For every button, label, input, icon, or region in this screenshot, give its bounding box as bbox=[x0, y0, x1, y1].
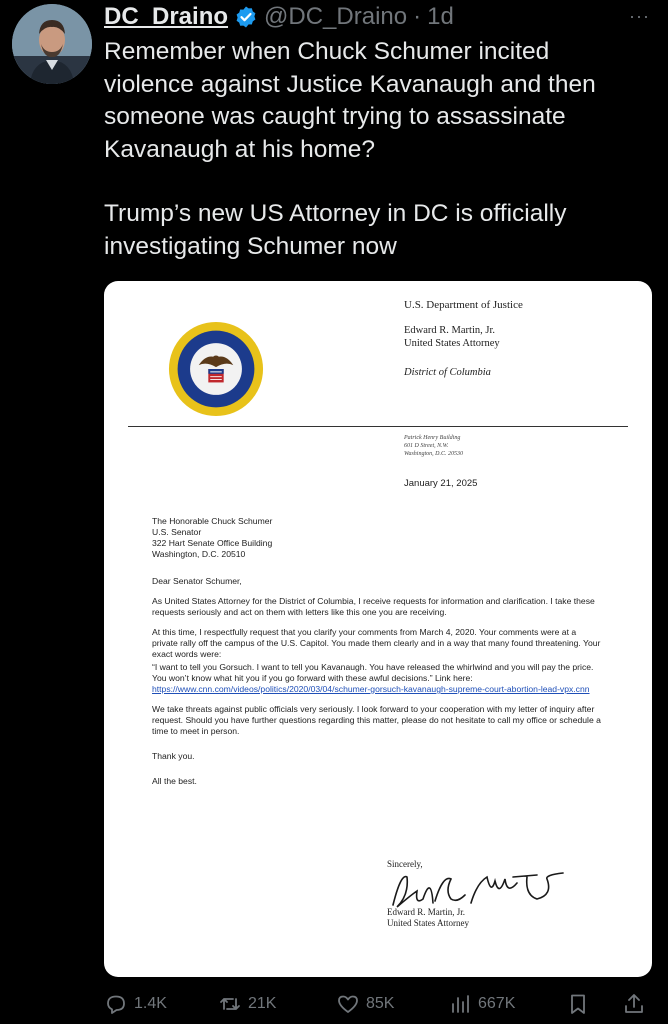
user-handle[interactable]: @DC_Draino bbox=[264, 3, 408, 30]
signer-name: Edward R. Martin, Jr. bbox=[387, 907, 465, 917]
doj-seal-icon bbox=[168, 321, 264, 417]
share-icon bbox=[622, 992, 646, 1016]
repost-button[interactable] bbox=[218, 992, 276, 1016]
sincerely-line: Sincerely, bbox=[387, 859, 423, 869]
letter-paragraph: As United States Attorney for the District of Columbia, I receive requests for information and clarification. I take these requests seriously and act on them with letters like this one you are receiving. bbox=[152, 596, 595, 617]
tweet-timestamp[interactable]: 1d bbox=[427, 3, 454, 30]
display-name[interactable]: DC_Draino bbox=[104, 3, 229, 30]
signer-title: United States Attorney bbox=[387, 918, 469, 928]
thanks-line: Thank you. bbox=[152, 751, 195, 761]
address-line: Patrick Henry Building bbox=[404, 435, 461, 441]
avatar[interactable] bbox=[12, 4, 92, 84]
verified-badge-icon bbox=[234, 5, 258, 29]
tweet-header bbox=[104, 2, 454, 32]
salutation: Dear Senator Schumer, bbox=[152, 576, 242, 586]
letter-paragraph: We take threats against public officials very seriously. I look forward to your cooperation with my letter of inquiry after request. Should you have further questions regarding this matter, please do not hesitate to call my office or schedule a time to meet in person. bbox=[152, 704, 601, 736]
separator-dot: · bbox=[413, 3, 422, 30]
video-link[interactable]: https://www.cnn.com/videos/politics/2020/03/04/schumer-gorsuch-kavanaugh-supreme-court-abortion-lead-vpx.cnn bbox=[152, 684, 590, 694]
like-button[interactable] bbox=[336, 992, 394, 1016]
letter-body bbox=[152, 516, 602, 796]
office-address bbox=[404, 434, 463, 458]
letter-paragraph: At this time, I respectfully request that you clarify your comments from March 4, 2020. Your comments were at a private rally off the campus of the U.S. Capitol. You made them clearly and in a way that many found threatening. Your exact words were: bbox=[152, 627, 601, 659]
tweet-paragraph: Trump’s new US Attorney in DC is officially investigating Schumer now bbox=[104, 200, 567, 260]
reply-count: 1.4K bbox=[134, 995, 167, 1012]
views-icon bbox=[448, 992, 472, 1016]
letter-quote bbox=[152, 662, 602, 695]
closing-line: All the best. bbox=[152, 776, 197, 786]
repost-count: 21K bbox=[248, 995, 277, 1012]
reply-icon bbox=[104, 992, 128, 1016]
tweet-text bbox=[104, 36, 644, 263]
share-button[interactable] bbox=[622, 992, 646, 1016]
reply-button[interactable] bbox=[104, 992, 167, 1016]
attorney-title: United States Attorney bbox=[404, 338, 500, 349]
letter-date: January 21, 2025 bbox=[404, 478, 478, 489]
signature-block bbox=[387, 859, 577, 929]
bookmark-button[interactable] bbox=[566, 992, 590, 1016]
bookmark-icon bbox=[566, 992, 590, 1016]
heart-icon bbox=[336, 992, 360, 1016]
repost-icon bbox=[218, 992, 242, 1016]
address-line: Washington, D.C. 20530 bbox=[404, 451, 463, 457]
views-button[interactable] bbox=[448, 992, 515, 1016]
quote-text: “I want to tell you Gorsuch. I want to tell you Kavanaugh. You have released the whirlwind and you will pay the price. You won’t know what hit you if you go forward with these awful decisions.” Link here: bbox=[152, 662, 594, 683]
district-name: District of Columbia bbox=[404, 367, 491, 378]
tweet-action-bar bbox=[100, 984, 656, 1024]
address-line: 601 D Street, N.W. bbox=[404, 443, 449, 449]
recipient-address bbox=[152, 516, 602, 560]
views-count: 667K bbox=[478, 995, 516, 1012]
recipient-line: The Honorable Chuck Schumer bbox=[152, 516, 273, 526]
attached-letter-image[interactable] bbox=[104, 281, 652, 977]
recipient-line: U.S. Senator bbox=[152, 527, 202, 537]
like-count: 85K bbox=[366, 995, 395, 1012]
doj-letterhead bbox=[404, 299, 523, 379]
letterhead-divider bbox=[128, 426, 628, 427]
tweet-paragraph: Remember when Chuck Schumer incited violence against Justice Kavanaugh and then someone was caught trying to assassinate Kavanaugh at his home? bbox=[104, 38, 596, 163]
department-name: U.S. Department of Justice bbox=[404, 299, 523, 311]
more-options-icon[interactable]: ··· bbox=[629, 6, 650, 26]
avatar-photo bbox=[12, 4, 92, 84]
recipient-line: 322 Hart Senate Office Building bbox=[152, 538, 273, 548]
recipient-line: Washington, D.C. 20510 bbox=[152, 549, 246, 559]
attorney-name: Edward R. Martin, Jr. bbox=[404, 325, 495, 336]
